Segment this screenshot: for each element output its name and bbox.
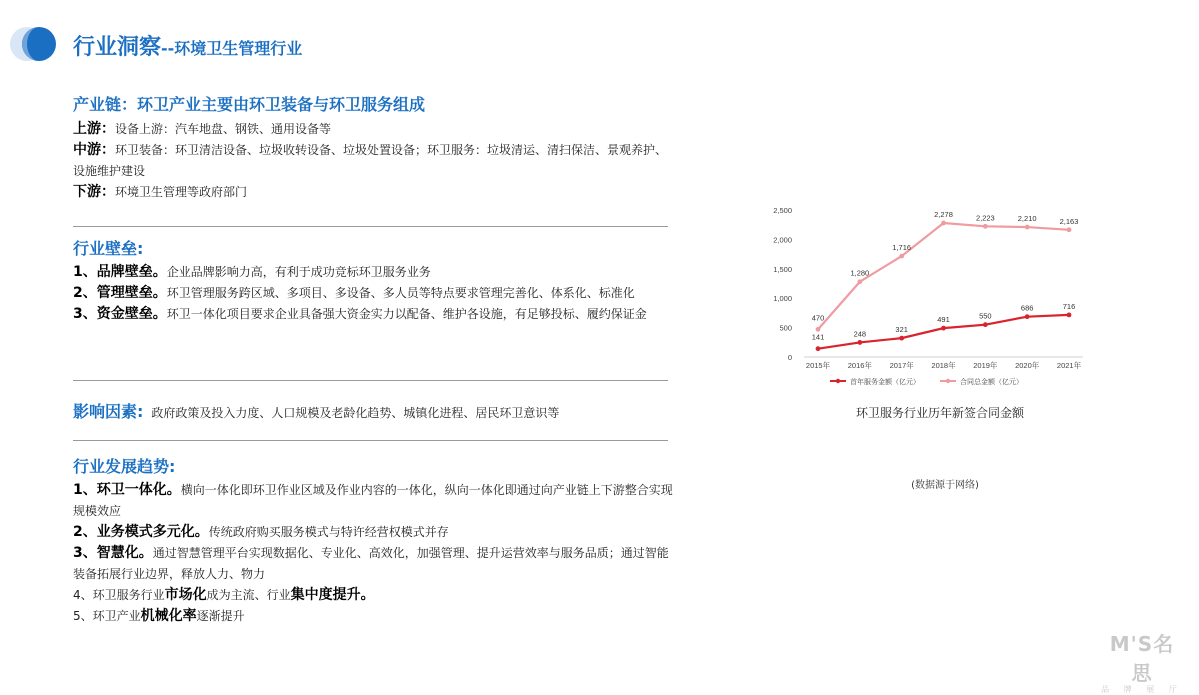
- contract-amount-line-chart: [758, 196, 1096, 396]
- legend-label: 首年服务金额（亿元）: [850, 379, 920, 386]
- data-label: 470: [811, 313, 825, 323]
- influence-section: [73, 399, 559, 422]
- divider: [73, 226, 668, 227]
- trend-item: 5、环卫产业机械化率逐渐提升: [73, 608, 245, 624]
- barrier-item: 2、管理壁垒。环卫管理服务跨区域、多项目、多设备、多人员等特点要求管理完善化、体系化、标准化: [73, 285, 635, 301]
- y-tick-label: 0: [787, 353, 792, 362]
- trend-item: 3、智慧化。通过智慧管理平台实现数据化、专业化、高效化，加强管理、提升运营效率与服务品质；通过智能装备拓展行业边界，释放人力、物力: [73, 545, 669, 581]
- data-point: [857, 340, 862, 345]
- data-label: 716: [1062, 301, 1076, 311]
- legend-marker: [946, 379, 950, 383]
- upstream-text: 设备上游：汽车地盘、钢铁、通用设备等: [115, 122, 332, 136]
- data-point: [1025, 314, 1030, 319]
- divider: [73, 380, 668, 381]
- midstream-label: 中游：: [73, 142, 115, 158]
- data-point: [1067, 312, 1072, 317]
- data-label: 1,280: [850, 268, 870, 278]
- brand-name: M'S名思: [1109, 632, 1175, 685]
- trend-item: 2、业务模式多元化。传统政府购买服务模式与特许经营权模式并存: [73, 524, 449, 540]
- brand-tag: 品 牌 展 厅: [1101, 685, 1183, 694]
- x-tick-label: 2018年: [931, 361, 956, 370]
- x-tick-label: 2015年: [805, 361, 831, 370]
- influence-text: 政府政策及投入力度、人口规模及老龄化趋势、城镇化进程、居民环卫意识等: [151, 406, 560, 420]
- x-tick-label: 2016年: [847, 361, 872, 370]
- data-label: 686: [1020, 303, 1034, 313]
- barrier-item: 1、品牌壁垒。企业品牌影响力高，有利于成功竞标环卫服务业务: [73, 264, 431, 280]
- source-note: (数据源于网络): [911, 480, 979, 491]
- page-subtitle: --环境卫生管理行业: [161, 39, 303, 58]
- data-label: 491: [937, 315, 950, 325]
- legend-marker: [836, 379, 840, 383]
- y-tick-label: 2,000: [773, 235, 792, 245]
- data-label: 1,716: [892, 243, 912, 253]
- y-tick-label: 2,500: [773, 206, 792, 215]
- chart-caption: 环卫服务行业历年新签合同金额: [855, 406, 1024, 420]
- downstream-text: 环境卫生管理等政府部门: [115, 185, 248, 199]
- x-tick-label: 2021年: [1056, 361, 1082, 370]
- data-label: 2,278: [934, 210, 953, 220]
- trend-item: 4、环卫服务行业市场化成为主流、行业集中度提升。: [73, 587, 375, 603]
- divider: [73, 440, 668, 441]
- data-point: [983, 224, 988, 229]
- legend-label: 合同总金额（亿元）: [960, 379, 1023, 386]
- trends-heading: 行业发展趋势:: [73, 457, 176, 476]
- trend-item: 1、环卫一体化。横向一体化即环卫作业区域及作业内容的一体化，纵向一体化即通过向产业链上下游整合实现规模效应: [73, 482, 673, 518]
- y-tick-label: 1,500: [773, 264, 792, 274]
- barrier-item: 3、资金壁垒。环卫一体化项目要求企业具备强大资金实力以配备、维护各设施，有足够投标、履约保证金: [73, 306, 647, 322]
- data-label: 248: [853, 329, 867, 339]
- downstream-label: 下游：: [73, 184, 115, 200]
- data-point: [899, 254, 904, 259]
- brand-watermark: [1100, 628, 1184, 695]
- data-label: 321: [895, 325, 908, 335]
- data-point: [941, 221, 946, 226]
- data-label: 2,210: [1017, 214, 1037, 224]
- data-point: [1025, 225, 1030, 230]
- data-point: [816, 327, 821, 332]
- data-point: [1067, 227, 1072, 232]
- data-label: 550: [979, 311, 992, 321]
- barriers-section: [73, 236, 673, 325]
- trends-section: [73, 454, 673, 627]
- data-point: [941, 326, 946, 331]
- y-tick-label: 1,000: [773, 294, 792, 304]
- data-label: 2,163: [1059, 216, 1079, 226]
- x-tick-label: 2017年: [889, 361, 914, 370]
- data-label: 141: [811, 332, 825, 342]
- data-label: 2,223: [975, 213, 995, 223]
- x-tick-label: 2020年: [1015, 361, 1040, 370]
- page-title: 行业洞察--环境卫生管理行业: [73, 35, 303, 60]
- data-point: [899, 336, 904, 341]
- y-tick-label: 500: [779, 323, 792, 333]
- x-tick-label: 2019年: [973, 361, 998, 370]
- logo-icon: [10, 26, 60, 62]
- influence-heading: 影响因素:: [73, 402, 144, 421]
- barriers-heading: 行业壁垒:: [73, 239, 144, 258]
- data-point: [816, 346, 821, 351]
- data-point: [857, 279, 862, 284]
- chain-heading: 产业链：环卫产业主要由环卫装备与环卫服务组成: [73, 95, 426, 114]
- data-point: [983, 322, 988, 327]
- midstream-text: 环卫装备：环卫清洁设备、垃圾收转设备、垃圾处置设备；环卫服务：垃圾清运、清扫保洁、景观养护、设施维护建设: [73, 143, 668, 178]
- upstream-label: 上游：: [73, 121, 115, 137]
- industry-chain-section: [73, 92, 673, 203]
